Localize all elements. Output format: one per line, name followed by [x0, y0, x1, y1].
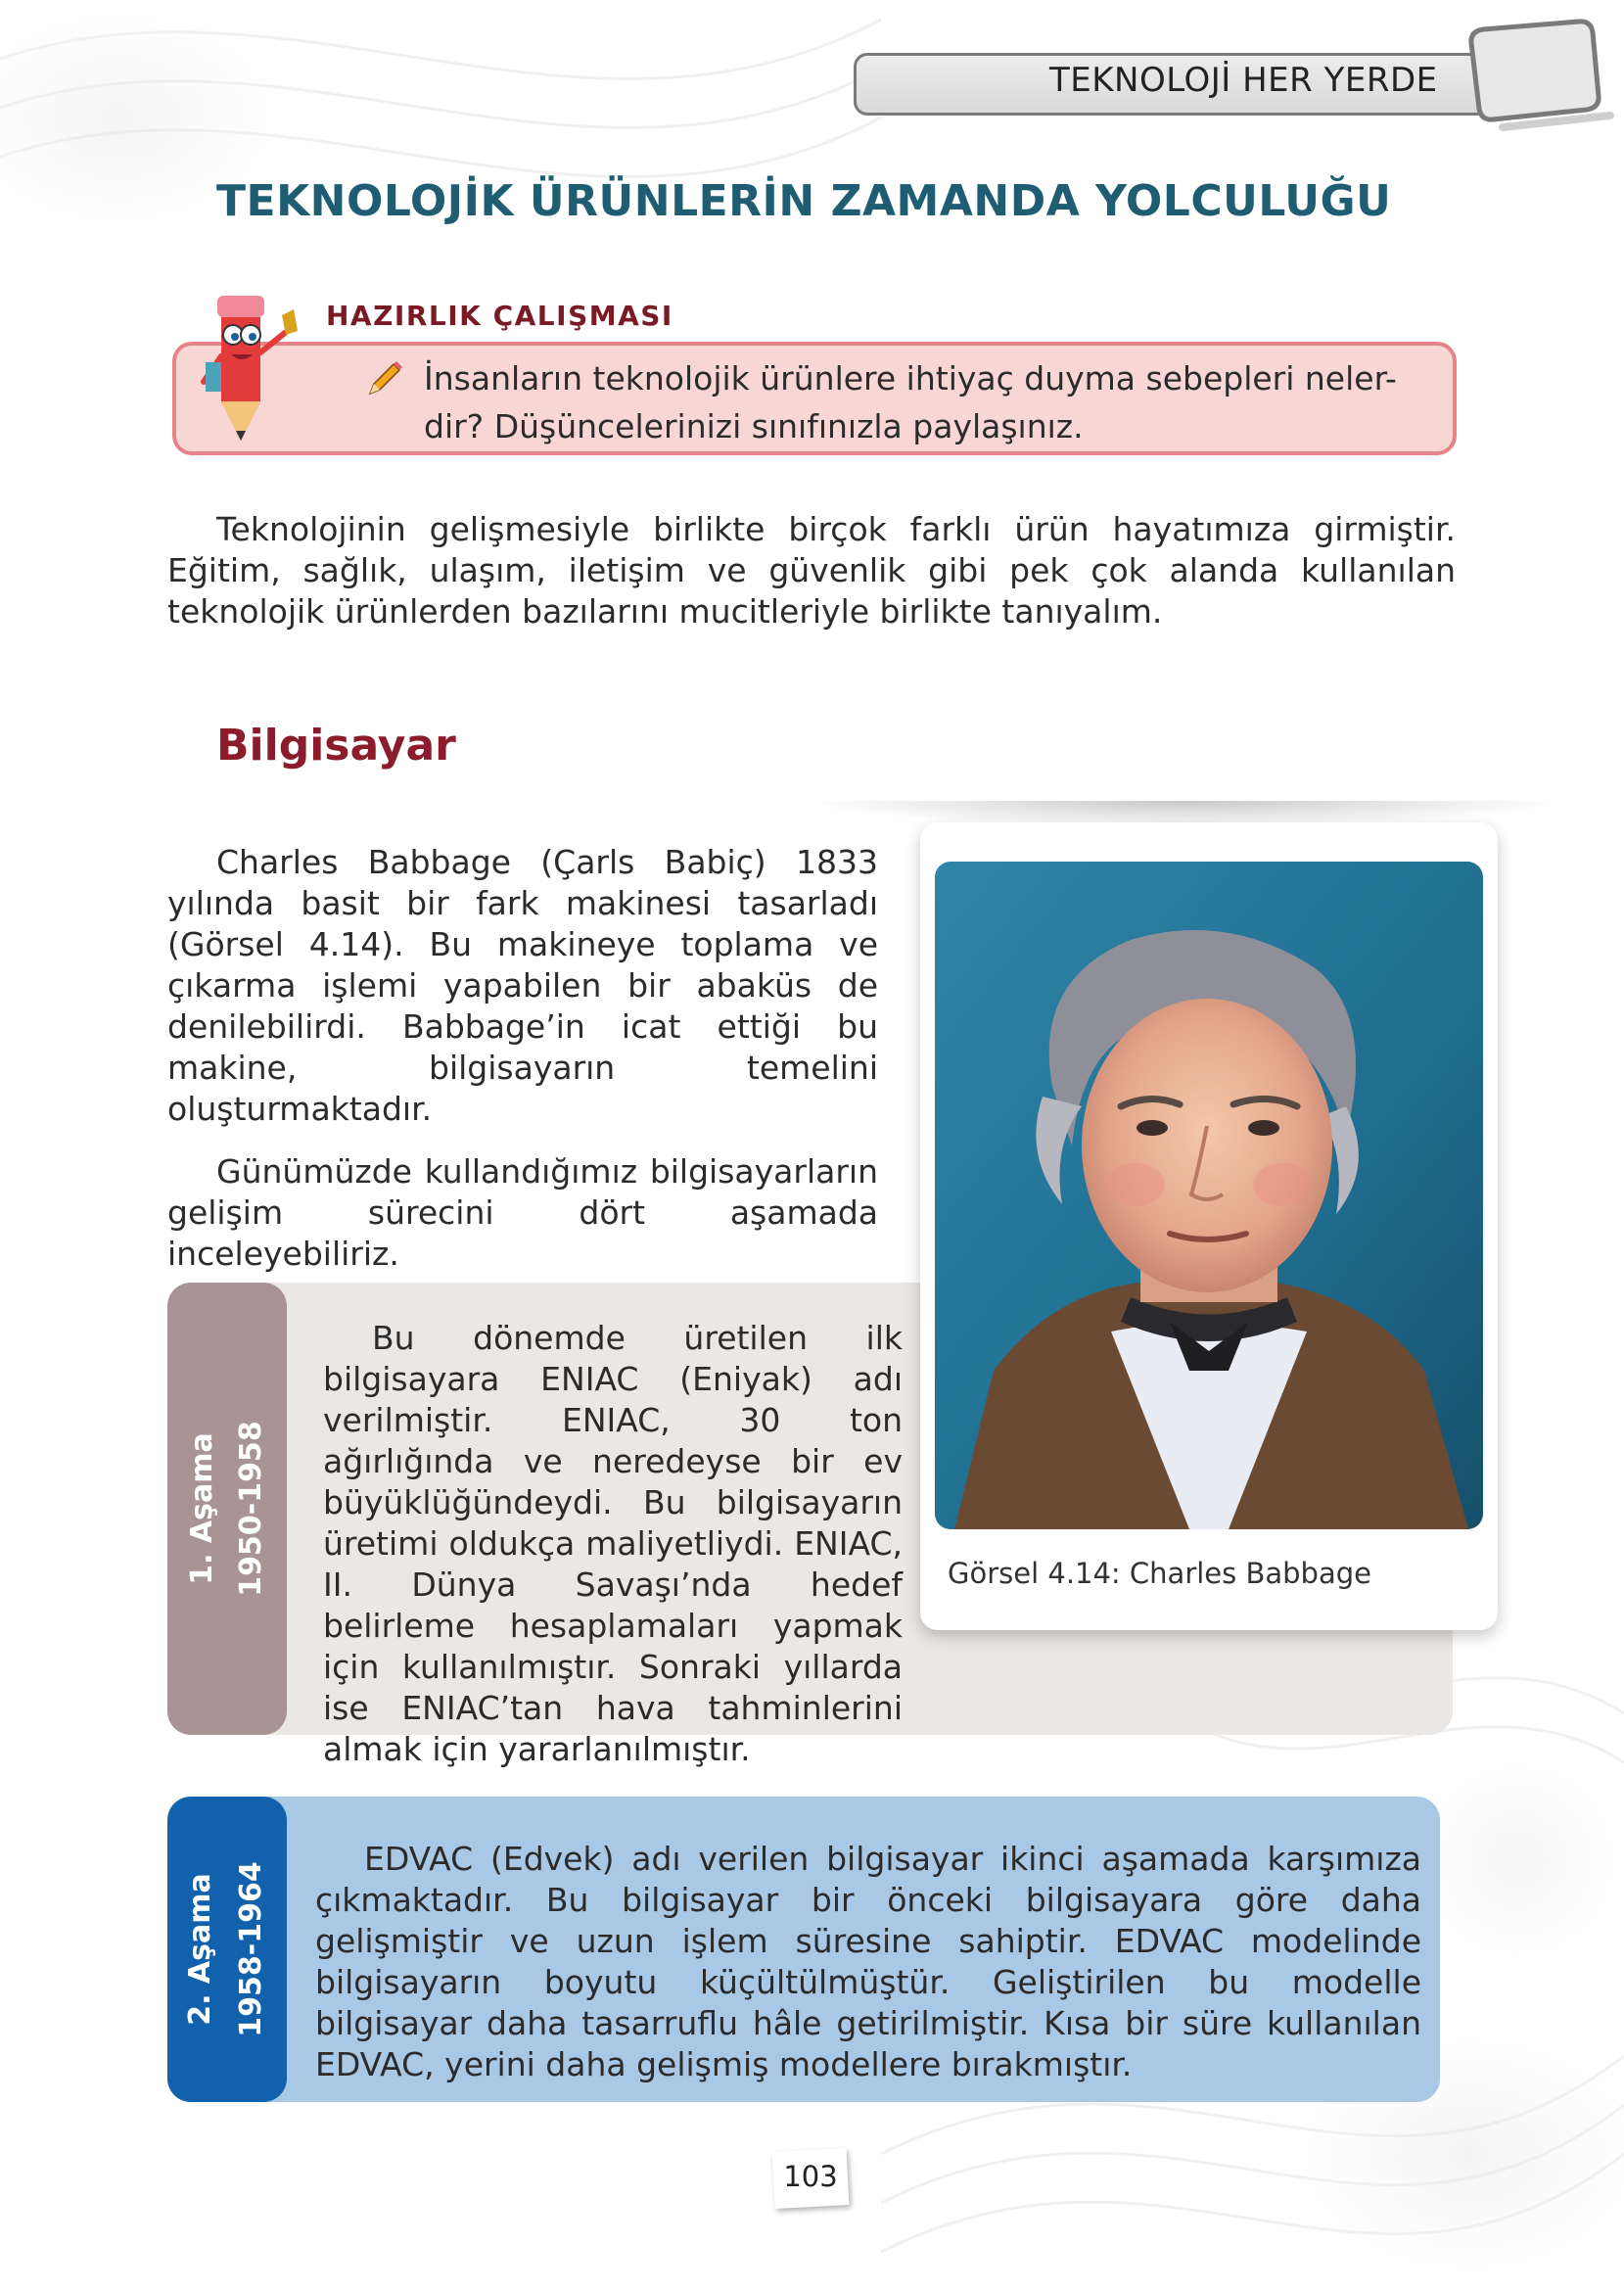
- charles-babbage-portrait: [935, 862, 1483, 1529]
- preparation-title: HAZIRLIK ÇALIŞMASI: [326, 300, 673, 332]
- preparation-question-line2: dir? Düşüncelerinizi sınıfınızla paylaşınız.: [424, 407, 1084, 445]
- figure-caption: Görsel 4.14: Charles Babbage: [948, 1557, 1371, 1590]
- section-title: Bilgisayar: [216, 721, 456, 771]
- stage2-label: 2. Aşama: [183, 1873, 217, 2026]
- stage1-text: Bu dönemde üretilen ilk bilgisayara ENIAC (Eniyak) adı verilmiştir. ENIAC, 30 ton ağırlığında ve neredeyse bir ev büyüklüğündeydi. Bu bilgisayarın üretimi oldukça maliyetliydi. ENIAC, II. Dünya Savaşı’nda hedef belirleme hesaplamaları yapmak için kullanılmıştır. Sonraki yıllarda ise ENIAC’tan hava tahminlerini almak için yararlanılmıştır.: [323, 1319, 903, 1768]
- body-column: [167, 842, 878, 1296]
- intro-paragraph: [167, 509, 1456, 632]
- main-title: TEKNOLOJİK ÜRÜNLERİN ZAMANDA YOLCULUĞU: [216, 176, 1392, 226]
- page-number: 103: [783, 2160, 838, 2193]
- stage1-label: 1. Aşama: [185, 1432, 219, 1585]
- pencil-mascot-icon: [192, 274, 309, 445]
- body-paragraph: Charles Babbage (Çarls Babiç) 1833 yılında basit bir fark makinesi tasarladı (Görsel 4.14). Bu makineye toplama ve çıkarma işlemi yapabilen bir abaküs de denilebilirdi. Babbage’in icat ettiği bu makine, bilgisayarın temelini oluşturmaktadır.: [167, 843, 878, 1128]
- pencil-icon: [362, 358, 405, 401]
- header-section-title: TEKNOLOJİ HER YERDE: [1049, 61, 1438, 100]
- stage1-years: 1950-1958: [234, 1421, 268, 1597]
- preparation-question-line1: İnsanların teknolojik ürünlere ihtiyaç duyma sebepleri neler-: [424, 359, 1397, 397]
- preparation-question: [424, 354, 1422, 450]
- stage2-years: 1958-1964: [234, 1861, 268, 2037]
- header-tablet-icon: [1463, 18, 1620, 135]
- body-paragraph: Günümüzde kullandığımız bilgisayarların gelişim sürecini dört aşamada inceleyebiliriz.: [167, 1152, 878, 1273]
- stage2-text: EDVAC (Edvek) adı verilen bilgisayar ikinci aşamada karşımıza çıkmaktadır. Bu bilgisayar bir önceki bilgisayara göre daha gelişmiştir ve uzun işlem süresine sahiptir. EDVAC modelinde bilgisayarın boyutu küçültülmüştür. Geliştirilen bu modelle bilgisayar daha tasarruflu hâle getirilmiştir. Kısa bir süre kullanılan EDVAC, yerini daha gelişmiş modellere bırakmıştır.: [315, 1840, 1421, 2083]
- intro-text: Teknolojinin gelişmesiyle birlikte birçok farklı ürün hayatımıza girmiştir. Eğitim, sağlık, ulaşım, iletişim ve güvenlik gibi pek çok alanda kullanılan teknolojik ürünlerden bazılarını mucitleriyle birlikte tanıyalım.: [167, 510, 1456, 631]
